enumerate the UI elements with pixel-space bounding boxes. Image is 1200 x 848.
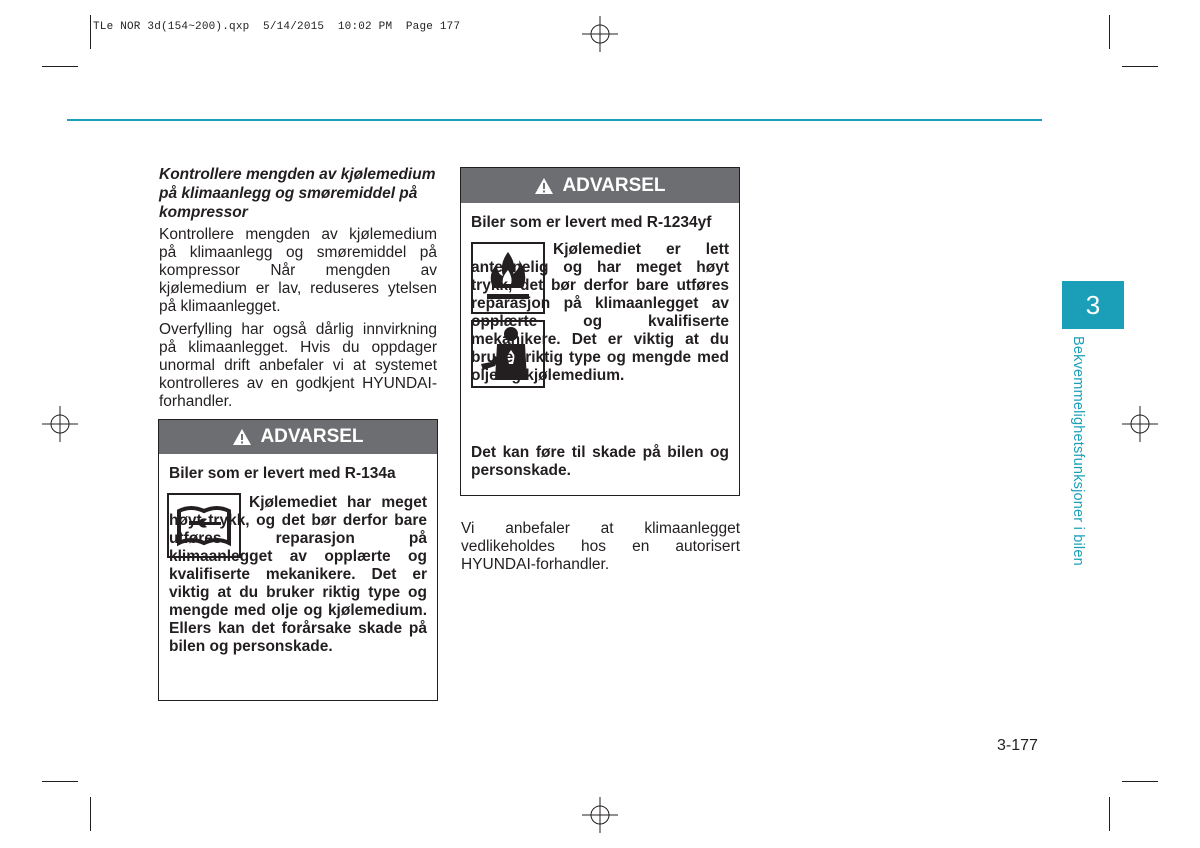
header-rule: [67, 119, 1042, 121]
registration-mark-icon: [42, 406, 78, 442]
warning-box-r134a: [158, 419, 438, 701]
print-slug: TLe NOR 3d(154~200).qxp 5/14/2015 10:02 PM Page 177: [93, 21, 461, 33]
warning-text: Kjølemediet har meget høyt trykk, og det bør derfor bare utføres reparasjon på klimaanlegget av opplærte og kvalifiserte mekanikere. Det er viktig at du bruker riktig type og mengde med olje og kjølemedium. Ellers kan det forårsake skade på bilen og personskade.: [169, 494, 427, 655]
crop-mark: [1109, 797, 1110, 831]
warning-title: ADVARSEL: [562, 174, 666, 196]
body-paragraph: Kontrollere mengden av kjølemedium på klimaanlegg og smøremiddel på kompressor Når mengden av kjølemedium er lav, reduseres ytelsen på klimaanlegget.: [159, 226, 437, 315]
warning-header: [461, 168, 739, 203]
body-paragraph: Overfylling har også dårlig innvirkning på klimaanlegget. Hvis du oppdager unormal drift anbefaler vi at systemet kontrolleres av en godkjent HYUNDAI-forhandler.: [159, 321, 437, 410]
warning-triangle-icon: [232, 428, 252, 446]
warning-subtitle: Biler som er levert med R-134a: [169, 465, 396, 482]
crop-mark: [90, 797, 91, 831]
crop-mark: [1122, 781, 1158, 782]
section-heading: Kontrollere mengden av kjølemedium på klimaanlegg og smøremiddel på kompressor: [159, 166, 436, 221]
registration-mark-icon: [582, 797, 618, 833]
warning-subtitle: Biler som er levert med R-1234yf: [471, 214, 712, 231]
registration-mark-icon: [582, 16, 618, 52]
crop-mark: [42, 66, 78, 67]
crop-mark: [1109, 15, 1110, 49]
crop-mark: [42, 781, 78, 782]
warning-title: ADVARSEL: [260, 426, 364, 447]
recommendation-paragraph: Vi anbefaler at klimaanlegget vedlikeholdes hos en autorisert HYUNDAI-forhandler.: [461, 520, 740, 573]
crop-mark: [90, 15, 91, 49]
page-number: 3-177: [997, 737, 1038, 754]
registration-mark-icon: [1122, 406, 1158, 442]
warning-triangle-icon: [534, 177, 554, 195]
warning-text: Kjølemediet er lett antennelig og har meget høyt trykk, det bør derfor bare utføres reparasjon på klimaanlegget av opplærte og kvalifiserte mekanikere. Det er viktig at du bruker riktig type og mengde med olje og kjølemedium.: [471, 241, 729, 384]
warning-box-r1234yf: [460, 167, 740, 496]
chapter-tab: 3: [1062, 281, 1124, 329]
chapter-title: Bekvemmelighetsfunksjoner i bilen: [1070, 336, 1086, 566]
crop-mark: [1122, 66, 1158, 67]
warning-header: [159, 420, 437, 454]
warning-text-2: Det kan føre til skade på bilen og personskade.: [471, 444, 729, 479]
